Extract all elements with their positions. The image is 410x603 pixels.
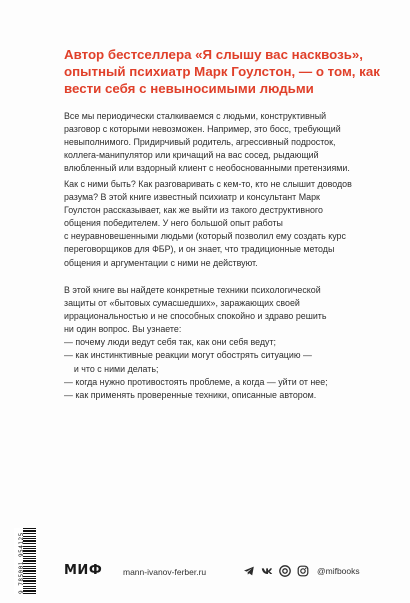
text-line: иррациональностью и не способных спокойно и здраво решить: [64, 311, 327, 322]
list-item: — как инстинктивные реакции могут обострять ситуацию —: [64, 350, 312, 361]
text-line: коллега-манипулятор или кричащий на вас сосед, рыдающий: [64, 150, 319, 161]
social-handle[interactable]: @mifbooks: [317, 566, 360, 576]
paragraph-benefits: [64, 284, 384, 402]
text-line: ни один вопрос. Вы узнаете:: [64, 324, 182, 335]
text-line: Гоулстон рассказывает, как же выйти из такого деструктивного: [64, 205, 323, 216]
list-item: — почему люди ведут себя так, как они себя ведут;: [64, 337, 277, 348]
paragraph-intro: [64, 110, 384, 175]
ok-icon[interactable]: [279, 565, 291, 577]
text-line: переговорщиков для ФБР), и он знает, что традиционные методы: [64, 244, 335, 255]
telegram-icon[interactable]: [243, 565, 255, 577]
headline-line: вести себя с невыносимыми людьми: [64, 81, 314, 96]
publisher-website[interactable]: mann-ivanov-ferber.ru: [123, 567, 207, 577]
instagram-icon[interactable]: [297, 565, 309, 577]
publisher-logo: МИФ: [64, 563, 103, 578]
text-line: невыполнимого. Придирчивый родитель, агрессивный подросток,: [64, 137, 336, 148]
text-line: влюбленный или вздорный клиент с необоснованными претензиями.: [64, 163, 350, 174]
paragraph-author: [64, 178, 384, 270]
list-item: — как применять проверенные техники, описанные автором.: [64, 389, 317, 400]
social-links: [243, 563, 360, 579]
text-line: В этой книге вы найдете конкретные техники психологической: [64, 285, 321, 295]
text-line: Как с ними быть? Как разговаривать с кем-то, кто не слышит доводов: [64, 179, 352, 189]
isbn-digits: 9 785001 954125: [18, 532, 25, 594]
text-line: общения и аргументации с ними не действуют.: [64, 257, 258, 268]
text-line: общения победителем. У него большой опыт работы: [64, 218, 283, 229]
headline-line: опытный психиатр Марк Гоулстон, — о том, как: [64, 64, 380, 79]
headline-line: Автор бестселлера «Я слышу вас насквозь»,: [64, 47, 363, 62]
benefits-list: [64, 336, 384, 401]
vk-icon[interactable]: [261, 565, 273, 577]
text-line: защиты от «бытовых сумасшедших», заражающих своей: [64, 298, 300, 309]
text-line: разговор с которыми невозможен. Например, это босс, требующий: [64, 124, 341, 135]
text-line: с неуравновешенными людьми (который позволил ему создать курс: [64, 231, 346, 242]
list-item: и что с ними делать;: [64, 363, 159, 374]
headline: [64, 46, 384, 97]
list-item: — когда нужно противостоять проблеме, а когда — уйти от нее;: [64, 376, 328, 387]
isbn-barcode: [14, 528, 36, 594]
text-line: разума? В этой книге известный психиатр и консультант Марк: [64, 192, 320, 203]
text-line: Все мы периодически сталкиваемся с людьми, конструктивный: [64, 111, 327, 121]
